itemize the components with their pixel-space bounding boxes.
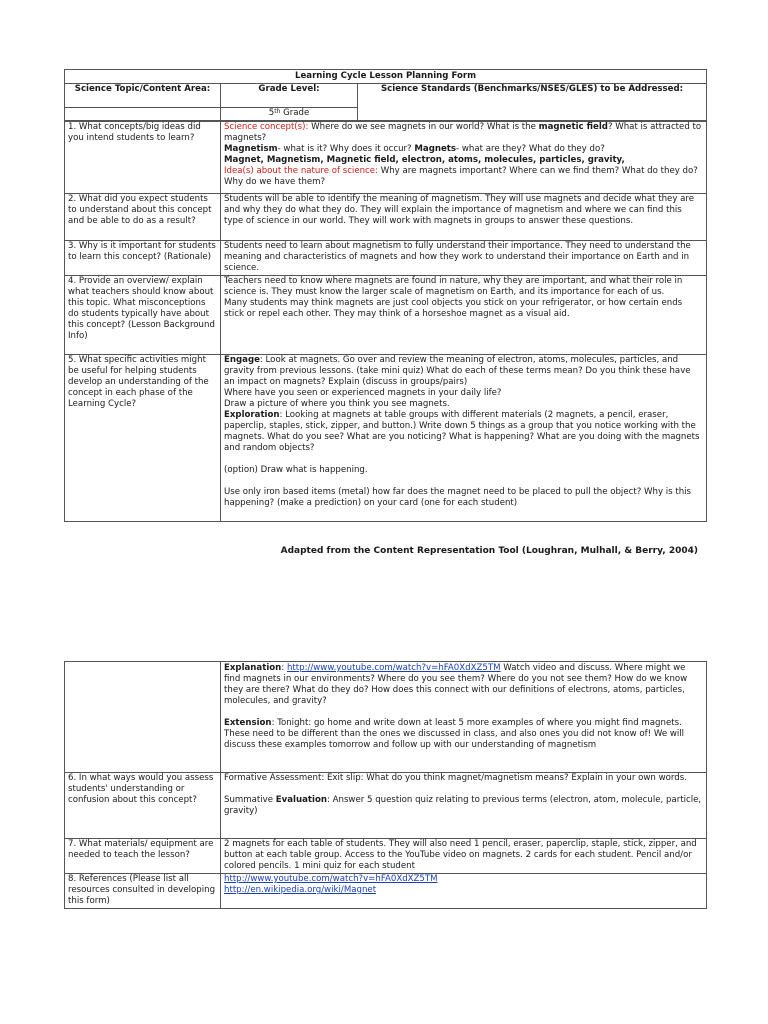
option-text: (option) Draw what is happening. — [224, 465, 368, 475]
engage-text: : Look at magnets. Go over and review the meaning of electron, atoms, molecules, particles, and gravity from previous lessons. (take mini quiz) What do each of these terms mean? Do you think these have an impact on magnets? Explain (discuss in groups/pairs) — [224, 355, 691, 387]
adapted-from-note: Adapted from the Content Representation Tool (Loughran, Mulhall, & Berry, 2004) — [280, 546, 698, 556]
q7-answer-cell — [221, 839, 707, 874]
q2-question: 2. What did you expect students to understand about this concept and be able to do as a result? — [68, 194, 212, 226]
q6-question-cell — [65, 773, 221, 839]
q3-answer-cell — [221, 241, 707, 276]
q8-question-cell — [65, 874, 221, 909]
exploration-label: Exploration — [224, 410, 280, 420]
topic-label: Science Topic/Content Area: — [74, 84, 211, 94]
q1-line2-text2: - what are they? What do they do? — [456, 144, 605, 154]
q1-answer-cell — [221, 122, 707, 194]
summative-text: : Answer 5 question quiz relating to previous terms (electron, atom, molecule, particle, gravity) — [224, 795, 702, 816]
q7-question: 7. What materials/ equipment are needed to teach the lesson? — [68, 839, 214, 860]
lesson-form-table-page2 — [64, 661, 706, 909]
nature-of-science-label: Idea(s) about the nature of science: — [224, 166, 378, 176]
form-title: Learning Cycle Lesson Planning Form — [294, 71, 477, 81]
q8-answer-cell — [221, 874, 707, 909]
grade-value-word: Grade — [283, 108, 310, 118]
q4-question-cell — [65, 276, 221, 355]
q5-question-cell — [65, 355, 221, 522]
topic-header-cell — [65, 84, 221, 108]
lesson-form-table-page1 — [64, 69, 706, 522]
summative-pre: Summative — [224, 795, 276, 805]
evaluation-label: Evaluation — [275, 795, 327, 805]
q4-question: 4. Provide an overview/ explain what teachers should know about this topic. What misconceptions do students typically have about this concept? (Lesson Background Info) — [68, 276, 215, 341]
q4-answer-2: Many students may think magnets are just cool objects you stick on your refrigerator, or how certain ends stick or repel each other. They may think of a horseshoe magnet as a visual aid. — [224, 298, 683, 319]
youtube-link[interactable]: http://www.youtube.com/watch?v=hFA0XdXZ5TM — [286, 663, 501, 673]
engage-label: Engage — [224, 355, 260, 365]
q7-question-cell — [65, 839, 221, 874]
q4-answer-1: Teachers need to know where magnets are found in nature, why they are important, and what their role in science is. They must know the larger scale of magnetism on Earth, and its importance for each of us. — [224, 276, 683, 297]
topic-value-cell — [65, 108, 221, 121]
grade-label: Grade Level: — [258, 84, 320, 94]
iron-text: Use only iron based items (metal) how far does the magnet need to be placed to pull the object? Why is this happening? (make a prediction) on your card (one for each student) — [224, 487, 692, 508]
q2-answer-cell — [221, 194, 707, 241]
standards-label: Science Standards (Benchmarks/NSES/GLES) to be Addressed: — [380, 84, 684, 94]
engage-line2: Where have you seen or experienced magnets in your daily life? — [224, 388, 502, 398]
q1-line1-text: Where do we see magnets in our world? What is the — [308, 122, 539, 132]
q3-question: 3. Why is it important for students to learn this concept? (Rationale) — [68, 241, 216, 262]
q1-key-terms: Magnet, Magnetism, Magnetic field, electron, atoms, molecules, particles, gravity, — [224, 155, 625, 165]
engage-line3: Draw a picture of where you think you see magnets. — [224, 399, 450, 409]
reference-link-youtube[interactable]: http://www.youtube.com/watch?v=hFA0XdXZ5TM — [224, 874, 438, 884]
q1-line1-tail: ? What is attracted to magnets? — [224, 122, 702, 143]
q6-answer-cell — [221, 773, 707, 839]
standards-header-cell — [358, 84, 707, 121]
q2-answer: Students will be able to identify the meaning of magnetism. They will use magnets and decide what they are and why they do what they do. They will explain the importance of magnetism and where we can find this type of science in our world. They will work with magnets in groups to answer these questions. — [224, 194, 695, 226]
q5-question: 5. What specific activities might be useful for helping students develop an understanding of the concept in each phase of the Learning Cycle? — [68, 355, 209, 409]
q1-question: 1. What concepts/big ideas did you intend students to learn? — [68, 122, 201, 143]
grade-value-cell — [221, 108, 358, 121]
explanation-sep: : — [281, 663, 287, 673]
grade-value-sup: th — [274, 108, 281, 115]
explanation-text: Watch video and discuss. Where might we find magnets in our environments? Where do you see them? Where do you not see them? How do we know they are there? What do they do? How does this connect with our definitions of electrons, atoms, particles, molecules, and gravity? — [224, 663, 688, 706]
magnetism-term: Magnetism — [224, 144, 278, 154]
magnetic-field-term: magnetic field — [538, 122, 608, 132]
explanation-label: Explanation — [224, 663, 282, 673]
explanation-question-cell — [65, 662, 221, 773]
q7-answer: 2 magnets for each table of students. They will also need 1 pencil, eraser, paperclip, staple, stick, zipper, and button at each table group. Access to the YouTube video on magnets. 2 cards for each student. Pencil and/or colored pencils. 1 mini quiz for each student — [224, 839, 697, 871]
exploration-text: : Looking at magnets at table groups with different materials (2 magnets, a pencil, eraser, paperclip, staples, stick, zipper, and button.) Write down 5 things as a group that you notice working with the magnets. What do you see? What are you noticing? What is happening? What are you doing with the magnets and random objects? — [224, 410, 700, 453]
explanation-cell — [221, 662, 707, 773]
formative-assessment: Formative Assessment: Exit slip: What do you think magnet/magnetism means? Explain in your own words. — [224, 773, 687, 783]
magnets-term: Magnets — [414, 144, 457, 154]
grade-value-num: 5 — [268, 108, 275, 118]
q2-question-cell — [65, 194, 221, 241]
q1-line2-text1: - what is it? Why does it occur? — [277, 144, 415, 154]
grade-header-cell — [221, 84, 358, 108]
q4-answer-cell — [221, 276, 707, 355]
q1-line4-text: Why are magnets important? Where can we find them? What do they do? Why do we have them? — [224, 166, 698, 187]
extension-text: : Tonight: go home and write down at least 5 more examples of where you might find magnets. These need to be different than the ones we discussed in class, and also ones you did not know of! We will discuss these examples tomorrow and follow up with our understanding of magnetism — [224, 718, 685, 750]
science-concepts-label: Science concept(s): — [224, 122, 309, 132]
q3-question-cell — [65, 241, 221, 276]
q5-answer-cell — [221, 355, 707, 522]
q8-question: 8. References (Please list all resources consulted in developing this form) — [68, 874, 216, 906]
q1-question-cell — [65, 122, 221, 194]
q3-answer: Students need to learn about magnetism to fully understand their importance. They need to understand the meaning and characteristics of magnets and how they work to understand their importance on Earth and in science. — [224, 241, 691, 273]
q6-question: 6. In what ways would you assess students' understanding or confusion about this concept? — [68, 773, 214, 805]
form-title-cell — [65, 70, 707, 84]
reference-link-wikipedia[interactable]: http://en.wikipedia.org/wiki/Magnet — [224, 885, 377, 895]
extension-label: Extension — [224, 718, 272, 728]
